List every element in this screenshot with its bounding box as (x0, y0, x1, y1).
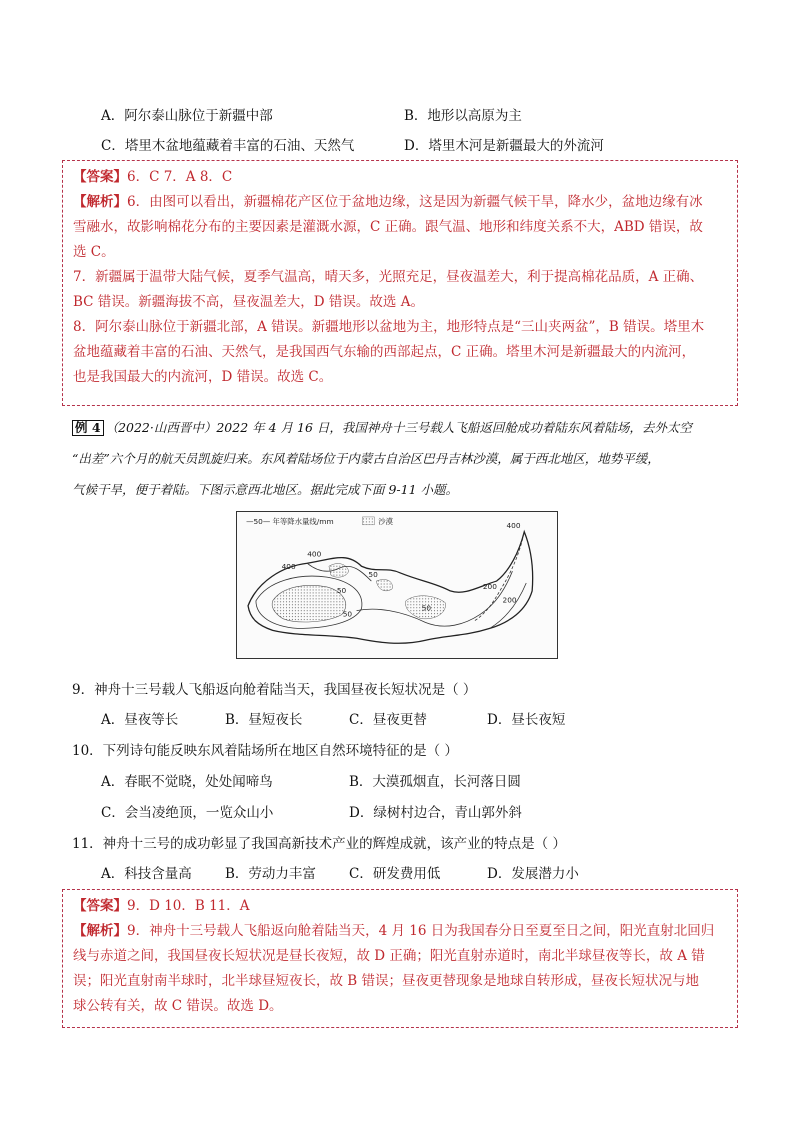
analysis-tag: 【解析】 (73, 194, 127, 210)
q9-option-a: A．昼夜等长 (101, 712, 179, 728)
analysis-tag: 【解析】 (73, 923, 127, 939)
example-4-text: （2022·山西晋中）2022 年 4 月 16 日，我国神舟十三号载人飞船返回舱成功着陆东风着陆场，去外太空 (105, 420, 692, 435)
answer-tag: 【答案】 (73, 169, 127, 185)
analysis-line: BC 错误。新疆海拔不高，昼夜温差大，D 错误。故选 A。 (73, 294, 424, 310)
analysis-line: 线与赤道之间，我国昼夜长短状况是昼长夜短，故 D 正确；阳光直射赤道时，南北半球昼夜等长，故 A 错 (73, 948, 705, 964)
q10-option-b: B．大漠孤烟直，长河落日圆 (349, 774, 521, 790)
answer-block-9-11 (62, 889, 738, 1028)
desert-small (376, 580, 392, 591)
q9-option-c: C．昼夜更替 (349, 712, 427, 728)
contour-label: 400 (281, 562, 296, 572)
map-svg (237, 512, 557, 658)
legend-isohyet: —50— 年等降水量线/mm (246, 516, 334, 526)
contour-label: 50 (421, 603, 432, 613)
q10-option-d: D．绿树村边合，青山郭外斜 (349, 805, 522, 821)
example-4-line-2: “出差”六个月的航天员凯旋归来。东风着陆场位于内蒙古自治区巴丹吉林沙漠，属于西北地区，地势平缓， (72, 451, 660, 466)
q10-option-a: A．春眠不觉晓，处处闻啼鸟 (101, 774, 273, 790)
example-label: 例 4 (72, 420, 104, 436)
q10-option-c: C．会当凌绝顶，一览众山小 (101, 805, 274, 821)
northwest-region-map (236, 511, 558, 659)
analysis-line: 也是我国最大的内流河，D 错误。故选 C。 (73, 369, 333, 385)
contour-label: 50 (342, 609, 353, 619)
analysis-line (73, 919, 729, 944)
q11-option-d: D．发展潜力小 (487, 866, 579, 882)
q11-option-c: C．研发费用低 (349, 866, 441, 882)
answer-line (73, 894, 729, 919)
analysis-line: 选 C。 (73, 244, 115, 260)
q9-option-b: B．昼短夜长 (225, 712, 303, 728)
q8-option-c: C．塔里木盆地蕴藏着丰富的石油、天然气 (101, 138, 355, 154)
answer-values: 9．D 10．B 11．A (127, 898, 250, 914)
answer-values: 6．C 7．A 8．C (127, 169, 233, 185)
analysis-text: 6．由图可以看出，新疆棉花产区位于盆地边缘，这是因为新疆气候干旱，降水少，盆地边缘有冰 (127, 194, 703, 210)
q9-option-d: D．昼长夜短 (487, 712, 566, 728)
q8-option-a: A．阿尔泰山脉位于新疆中部 (101, 108, 273, 124)
contour-label: 50 (336, 585, 347, 595)
q11-option-a: A．科技含量高 (101, 866, 192, 882)
q8-option-d: D．塔里木河是新疆最大的外流河 (404, 138, 604, 154)
q11-stem: 11．神舟十三号的成功彰显了我国高新技术产业的辉煌成就，该产业的特点是（ ） (72, 836, 566, 852)
example-4-line-3: 气候干旱，便于着陆。下图示意西北地区。据此完成下面 9-11 小题。 (72, 482, 459, 497)
analysis-line: 雪融水，故影响棉花分布的主要因素是灌溉水源，C 正确。跟气温、地形和纬度关系不大，ABD 错误，故 (73, 219, 703, 235)
q10-stem: 10．下列诗句能反映东风着陆场所在地区自然环境特征的是（ ） (72, 743, 458, 759)
contour-label: 200 (482, 581, 497, 591)
analysis-line: 球公转有关，故 C 错误。故选 D。 (73, 998, 283, 1014)
answer-block-6-8 (62, 160, 738, 406)
contour-label: 200 (502, 595, 517, 605)
q8-option-b: B．地形以高原为主 (404, 108, 522, 124)
legend-desert-swatch (362, 517, 374, 525)
analysis-line: 盆地蕴藏着丰富的石油、天然气，是我国西气东输的西部起点，C 正确。塔里木河是新疆最大的内流河， (73, 344, 696, 360)
legend-desert: 沙漠 (378, 516, 394, 526)
analysis-text: 9．神舟十三号载人飞船返向舱着陆当天，4 月 16 日为我国春分日至夏至日之间，阳光直射北回归 (127, 923, 715, 939)
contour-label: 400 (307, 549, 322, 559)
q9-stem: 9．神舟十三号载人飞船返向舱着陆当天，我国昼夜长短状况是（ ） (72, 682, 477, 698)
example-4-line-1 (72, 418, 692, 436)
contour-label: 50 (368, 570, 378, 580)
answer-tag: 【答案】 (73, 898, 127, 914)
contour-label: 400 (506, 520, 521, 530)
isohyet-200-east (475, 532, 524, 621)
q11-option-b: B．劳动力丰富 (225, 866, 316, 882)
answer-line (73, 165, 729, 190)
analysis-line: 7．新疆属于温带大陆气候，夏季气温高，晴天多，光照充足，昼夜温差大，利于提高棉花品质，A 正确、 (73, 269, 704, 285)
desert-taklimakan (272, 585, 346, 622)
analysis-line (73, 190, 729, 215)
analysis-line: 误；阳光直射南半球时，北半球昼短夜长，故 B 错误；昼夜更替现象是地球自转形成，昼夜长短状况与地 (73, 973, 700, 989)
analysis-line: 8．阿尔泰山脉位于新疆北部，A 错误。新疆地形以盆地为主，地形特点是“三山夹两盆”，B 错误。塔里木 (73, 319, 705, 335)
